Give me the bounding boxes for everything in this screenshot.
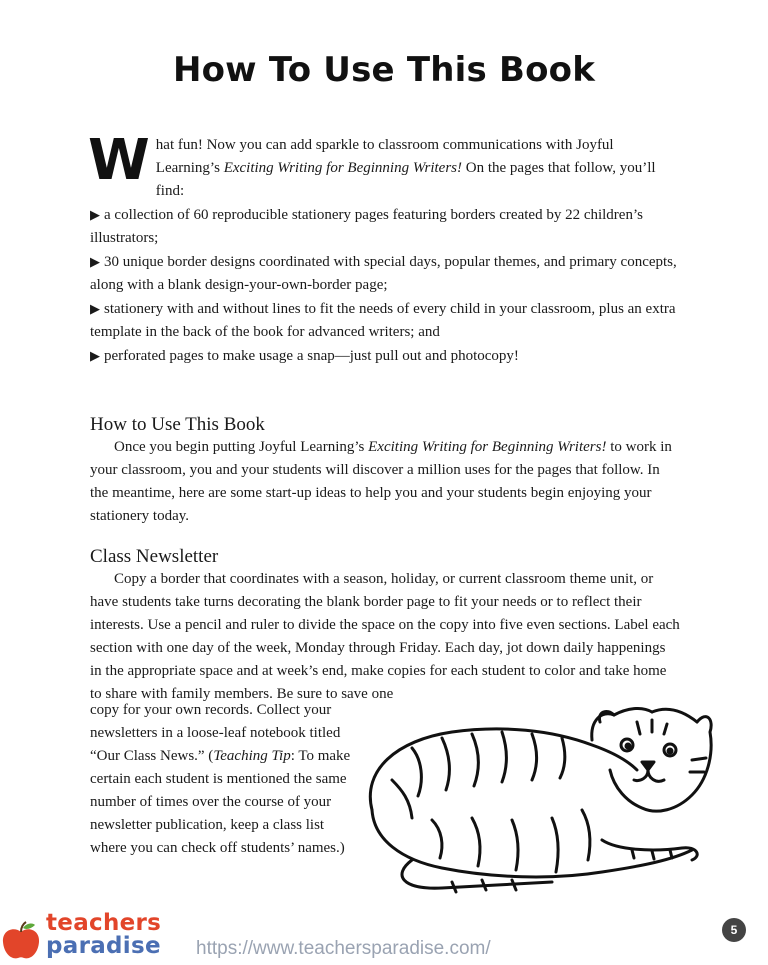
section-paragraph: Copy a border that coordinates with a season, holiday, or current classroom theme unit, or have students take turns decorating the blank border page to fit your needs or to reflect their interests. Use a pencil and ruler to divide the space on the copy into five even sections. Label each section with one day of the week, Monday through Friday. Each day, jot down daily happenings in the appropriate space and at week’s end, make copies for each student to color and take home to share with family members. Be sure to save one — [90, 571, 680, 702]
logo-paradise-text: paradise — [46, 933, 161, 959]
page-title: How To Use This Book — [172, 50, 596, 90]
class-newsletter-section — [90, 545, 680, 706]
teaching-tip-label: Teaching Tip — [213, 748, 291, 764]
section-paragraph: Once you begin putting Joyful Learning’s Exciting Writing for Beginning Writers! to work in your classroom, you and your students will discover a million uses for the pages that follow. In the meantime, here are some start-up ideas to help you and your students begin enjoying your stationery today. — [90, 439, 672, 524]
list-item: ▶ perforated pages to make usage a snap—just pull out and photocopy! — [90, 348, 519, 364]
triangle-bullet-icon: ▶ — [90, 254, 100, 269]
logo-teachers-text: teachers — [46, 910, 162, 936]
tiger-illustration — [352, 700, 717, 895]
triangle-bullet-icon: ▶ — [90, 207, 100, 222]
list-item: ▶ 30 unique border designs coordinated with special days, popular themes, and primary concepts, along with a blank design-your-own-border page; — [90, 254, 677, 293]
section-heading: Class Newsletter — [90, 546, 219, 567]
newsletter-wrap-paragraph: copy for your own records. Collect your newsletters in a loose-leaf notebook titled “Our Class News.” (Teaching Tip: To make certain each student is mentioned the same number of times over the course of your newsletter publication, keep a class list where you can check off students’ names.) — [90, 702, 351, 856]
intro-paragraph: What fun! Now you can add sparkle to classroom communications with Joyful Learning’s Exciting Writing for Beginning Writers! On the pages that follow, you’ll find: — [88, 128, 656, 199]
book-title: Exciting Writing for Beginning Writers! — [368, 439, 607, 455]
section-heading: How to Use This Book — [90, 414, 265, 435]
list-item: ▶ a collection of 60 reproducible stationery pages featuring borders created by 22 children’s illustrators; — [90, 207, 643, 246]
book-title: Exciting Writing for Beginning Writers! — [223, 160, 463, 176]
apple-icon — [0, 920, 42, 962]
teachers-paradise-logo[interactable] — [0, 912, 170, 962]
intro-section — [88, 128, 680, 368]
how-to-use-section — [90, 413, 680, 528]
drop-cap: W — [88, 128, 150, 193]
triangle-bullet-icon: ▶ — [90, 301, 100, 316]
list-item: ▶ stationery with and without lines to fit the needs of every child in your classroom, plus an extra template in the back of the book for advanced writers; and — [90, 301, 676, 340]
website-url[interactable]: https://www.teachersparadise.com/ — [196, 938, 491, 959]
triangle-bullet-icon: ▶ — [90, 348, 100, 363]
page-number-badge: 5 — [722, 918, 746, 942]
